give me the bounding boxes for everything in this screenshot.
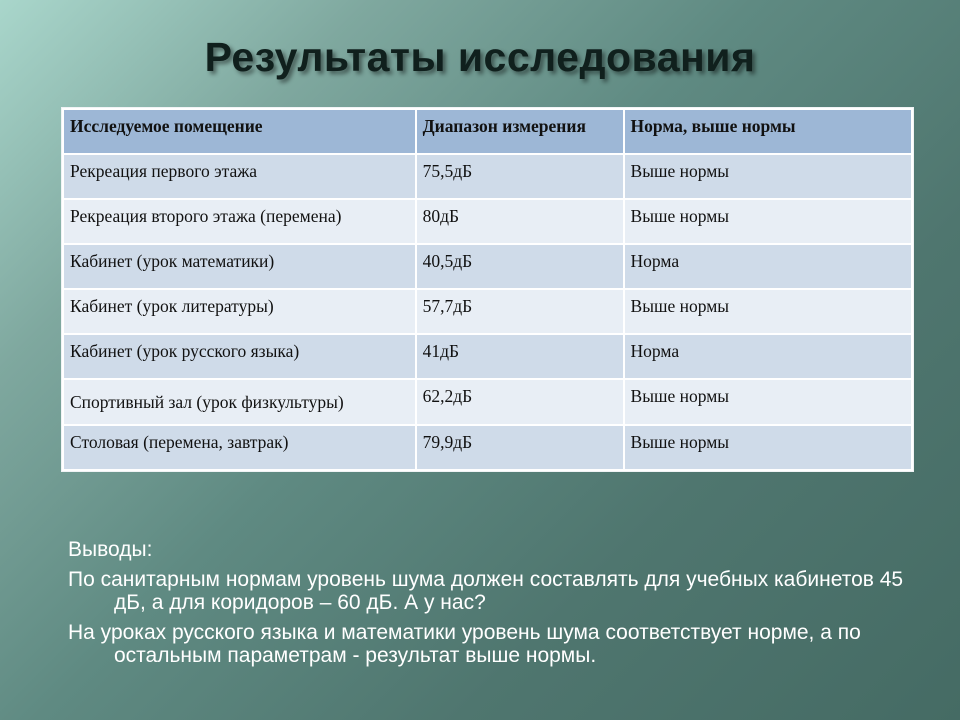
norm-cell: Норма [624, 334, 912, 379]
table-header-row [63, 109, 912, 154]
range-cell: 41дБ [416, 334, 624, 379]
norm-cell: Выше нормы [624, 425, 912, 470]
header-norm: Норма, выше нормы [624, 109, 912, 154]
table-row [63, 425, 912, 470]
table-row [63, 154, 912, 199]
range-cell: 80дБ [416, 199, 624, 244]
room-cell: Кабинет (урок литературы) [63, 289, 416, 334]
conclusions-block [68, 538, 908, 674]
conclusion-item: На уроках русского языка и математики уровень шума соответствует норме, а по остальным параметрам - результат выше нормы. [68, 620, 861, 668]
norm-cell: Выше нормы [624, 379, 912, 425]
room-cell: Рекреация второго этажа (перемена) [63, 199, 416, 244]
norm-cell: Выше нормы [624, 154, 912, 199]
range-cell: 40,5дБ [416, 244, 624, 289]
results-table [62, 108, 913, 471]
header-range: Диапазон измерения [416, 109, 624, 154]
room-cell: Рекреация первого этажа [63, 154, 416, 199]
range-cell: 75,5дБ [416, 154, 624, 199]
table-row [63, 244, 912, 289]
table-row [63, 289, 912, 334]
norm-cell: Норма [624, 244, 912, 289]
room-cell: Кабинет (урок математики) [63, 244, 416, 289]
room-cell: Столовая (перемена, завтрак) [63, 425, 416, 470]
range-cell: 62,2дБ [416, 379, 624, 425]
norm-cell: Выше нормы [624, 289, 912, 334]
header-room: Исследуемое помещение [63, 109, 416, 154]
room-cell: Спортивный зал (урок физкультуры) [63, 379, 416, 425]
conclusions-heading: Выводы: [68, 538, 153, 561]
room-cell: Кабинет (урок русского языка) [63, 334, 416, 379]
table-row [63, 199, 912, 244]
slide-title: Результаты исследования [204, 34, 756, 80]
norm-cell: Выше нормы [624, 199, 912, 244]
table-row [63, 379, 912, 425]
table-row [63, 334, 912, 379]
range-cell: 79,9дБ [416, 425, 624, 470]
range-cell: 57,7дБ [416, 289, 624, 334]
conclusion-item: По санитарным нормам уровень шума должен составлять для учебных кабинетов 45 дБ, а для коридоров – 60 дБ. А у нас? [68, 567, 904, 615]
